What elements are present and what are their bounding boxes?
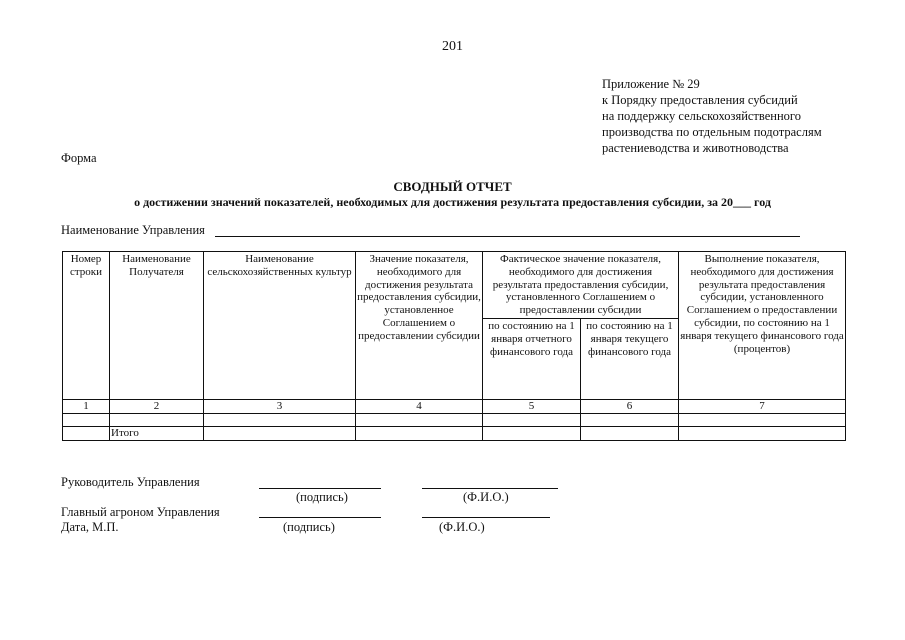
department-name-field[interactable] xyxy=(215,236,800,237)
header-recipient-name: Наименование Получателя xyxy=(110,252,204,400)
appendix-line: растениеводства и животноводства xyxy=(602,141,789,155)
table-cell[interactable] xyxy=(356,426,483,440)
header-current-year: по состоянию на 1 января текущего финансового года xyxy=(581,318,679,399)
header-completion: Выполнение показателя, необходимого для достижения результата предоставления субсидии, установленного Соглашением о предоставлении субсидии, по состоянию на 1 января текущего финансового года (процентов) xyxy=(679,252,846,400)
header-reporting-year: по состоянию на 1 января отчетного финансового года xyxy=(483,318,581,399)
page-number: 201 xyxy=(442,39,463,54)
table-cell[interactable] xyxy=(63,413,110,426)
form-label: Форма xyxy=(61,151,97,165)
appendix-block xyxy=(602,76,822,156)
name-caption: (Ф.И.О.) xyxy=(439,520,485,534)
name-caption: (Ф.И.О.) xyxy=(463,490,509,504)
table-cell[interactable] xyxy=(204,426,356,440)
header-target-value: Значение показателя, необходимого для достижения результата предоставления субсидии, установленное Соглашением о предоставлении субсидии xyxy=(356,252,483,400)
signature-caption: (подпись) xyxy=(283,520,335,534)
table-header-row xyxy=(63,252,846,319)
agronomist-signature-field[interactable] xyxy=(259,517,381,518)
chief-agronomist-label: Главный агроном Управления xyxy=(61,505,220,519)
column-number: 1 xyxy=(63,399,110,413)
table-cell[interactable] xyxy=(483,426,581,440)
table-cell[interactable] xyxy=(356,413,483,426)
table-cell[interactable] xyxy=(204,413,356,426)
column-number: 6 xyxy=(581,399,679,413)
table-row xyxy=(63,413,846,426)
column-number: 3 xyxy=(204,399,356,413)
agronomist-name-field[interactable] xyxy=(422,517,550,518)
table-cell[interactable] xyxy=(679,413,846,426)
table-cell[interactable] xyxy=(581,413,679,426)
head-name-field[interactable] xyxy=(422,488,558,489)
header-row-number: Номер строки xyxy=(63,252,110,400)
column-number: 4 xyxy=(356,399,483,413)
head-of-department-label: Руководитель Управления xyxy=(61,475,200,489)
column-number: 2 xyxy=(110,399,204,413)
report-table xyxy=(62,251,846,441)
header-actual-value-group: Фактическое значение показателя, необходимого для достижения результата предоставления субсидии, установленного Соглашением о предоставлении субсидии xyxy=(483,252,679,319)
head-signature-field[interactable] xyxy=(259,488,381,489)
appendix-line: на поддержку сельскохозяйственного xyxy=(602,109,801,123)
document-subtitle: о достижении значений показателей, необходимых для достижения результата предоставления субсидии, за 20___ год xyxy=(134,195,771,209)
table-cell[interactable] xyxy=(483,413,581,426)
appendix-line: к Порядку предоставления субсидий xyxy=(602,93,798,107)
column-number: 7 xyxy=(679,399,846,413)
header-crop-name: Наименование сельскохозяйственных культур xyxy=(204,252,356,400)
document-title: СВОДНЫЙ ОТЧЕТ xyxy=(393,179,512,194)
column-number: 5 xyxy=(483,399,581,413)
date-stamp-label: Дата, М.П. xyxy=(61,520,119,534)
appendix-line: Приложение № 29 xyxy=(602,77,700,91)
table-cell[interactable] xyxy=(63,426,110,440)
department-label: Наименование Управления xyxy=(61,223,205,237)
table-cell[interactable] xyxy=(110,413,204,426)
table-cell[interactable] xyxy=(679,426,846,440)
column-number-row xyxy=(63,399,846,413)
signature-caption: (подпись) xyxy=(296,490,348,504)
total-label: Итого xyxy=(110,426,204,440)
appendix-line: производства по отдельным подотраслям xyxy=(602,125,822,139)
table-cell[interactable] xyxy=(581,426,679,440)
total-row xyxy=(63,426,846,440)
